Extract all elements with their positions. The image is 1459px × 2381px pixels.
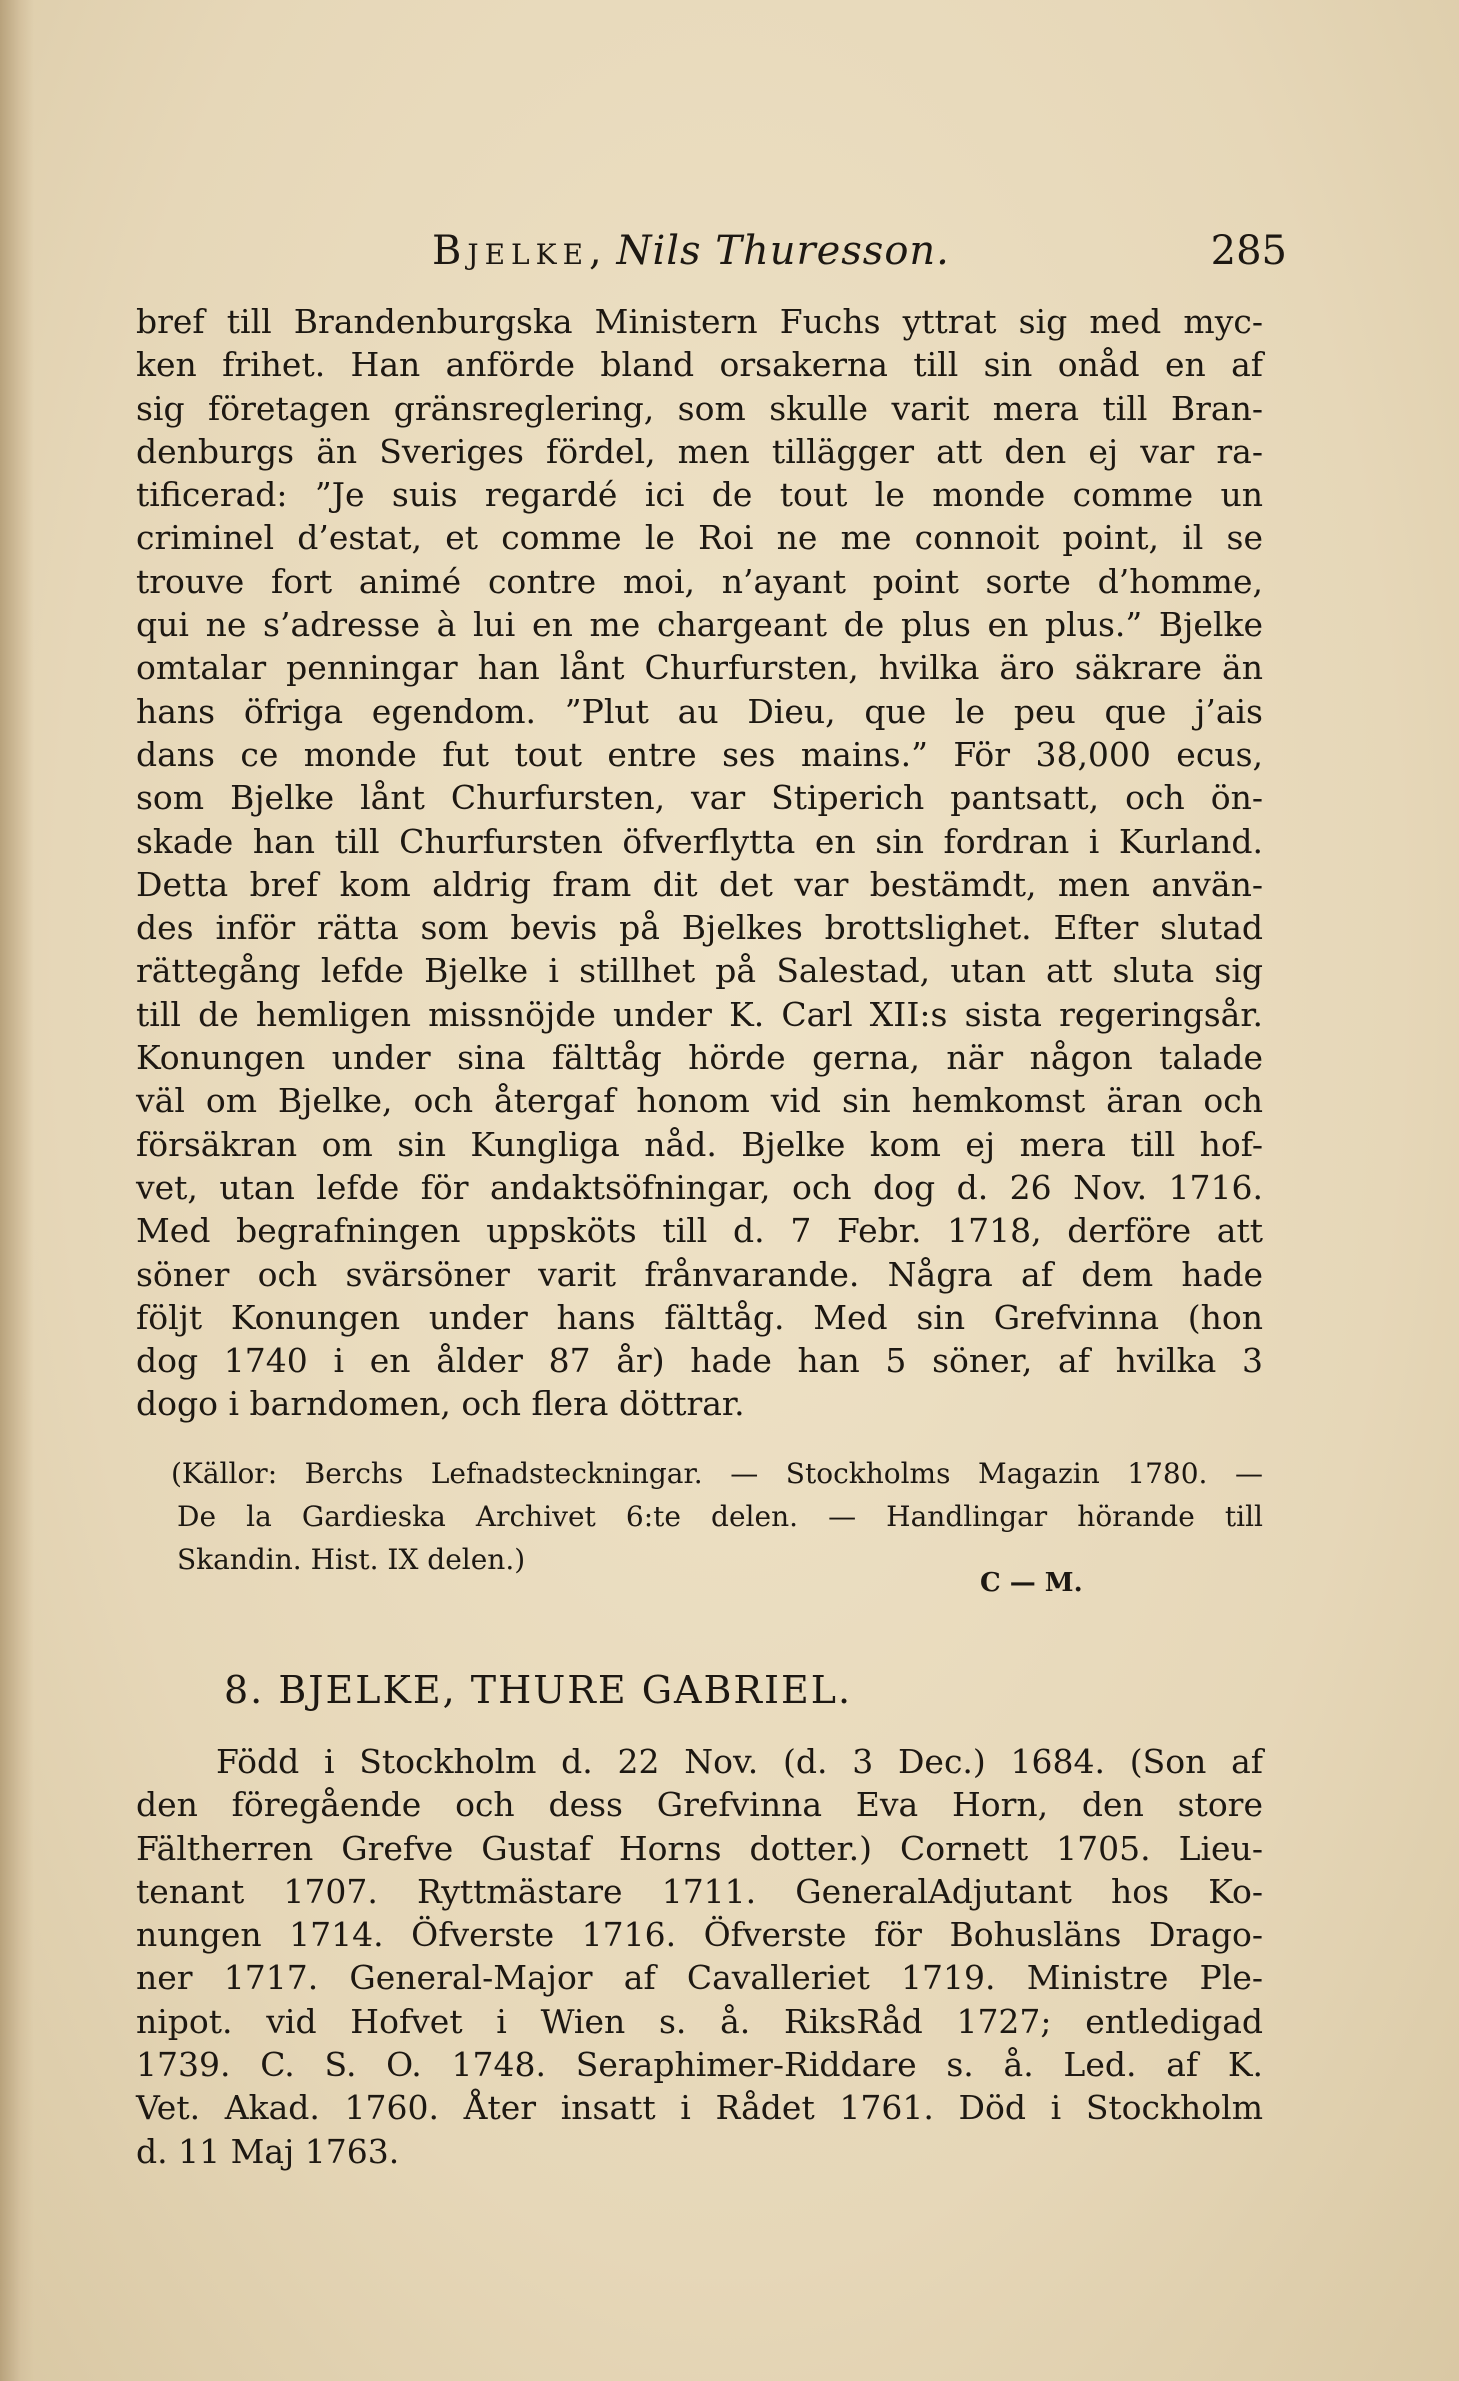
running-head-surname: Bjelke bbox=[432, 228, 590, 274]
text-line: qui ne s’adresse à lui en me chargeant de plus en plus.” Bjelke bbox=[136, 605, 1263, 645]
text-line: rättegång lefde Bjelke i stillhet på Salestad, utan att sluta sig bbox=[136, 951, 1263, 991]
text-line: tificerad: ”Je suis regardé ici de tout le monde comme un bbox=[136, 475, 1263, 515]
text-line: Med begrafningen uppsköts till d. 7 Febr. 1718, derföre att bbox=[136, 1211, 1263, 1251]
text-line: des inför rätta som bevis på Bjelkes brottslighet. Efter slutad bbox=[136, 908, 1263, 948]
running-head: Bjelke, Nils Thuresson. bbox=[432, 228, 950, 274]
text-line: omtalar penningar han lånt Churfursten, hvilka äro säkrare än bbox=[136, 648, 1263, 688]
text-line: dog 1740 i en ålder 87 år) hade han 5 söner, af hvilka 3 bbox=[136, 1341, 1263, 1381]
text-line: criminel d’estat, et comme le Roi ne me connoit point, il se bbox=[136, 518, 1263, 558]
sources-note bbox=[171, 1452, 1263, 1581]
text-line: Konungen under sina fälttåg hörde gerna, när någon talade bbox=[136, 1038, 1263, 1078]
page-binding-edge bbox=[0, 0, 34, 2381]
text-line: söner och svärsöner varit frånvarande. Några af dem hade bbox=[136, 1254, 1263, 1294]
text-line: Född i Stockholm d. 22 Nov. (d. 3 Dec.) 1684. (Son af bbox=[216, 1742, 1263, 1781]
text-line: denburgs än Sveriges fördel, men tillägger att den ej var ra- bbox=[136, 431, 1263, 471]
text-line: ner 1717. General-Major af Cavalleriet 1719. Ministre Ple- bbox=[136, 1958, 1263, 1998]
text-line: 1739. C. S. O. 1748. Seraphimer-Riddare s. å. Led. af K. bbox=[136, 2045, 1263, 2085]
page-header bbox=[432, 222, 1287, 282]
text-line: tenant 1707. Ryttmästare 1711. GeneralAdjutant hos Ko- bbox=[136, 1871, 1263, 1911]
text-line: till de hemligen missnöjde under K. Carl XII:s sista regeringsår. bbox=[136, 994, 1263, 1034]
running-head-given-name: Nils Thuresson. bbox=[616, 228, 950, 274]
author-signature: C — M. bbox=[980, 1568, 1083, 1598]
text-line: försäkran om sin Kungliga nåd. Bjelke kom ej mera till hof- bbox=[136, 1124, 1263, 1164]
text-line: vet, utan lefde för andaktsöfningar, och dog d. 26 Nov. 1716. bbox=[136, 1167, 1263, 1207]
text-line: d. 11 Maj 1763. bbox=[136, 2131, 400, 2171]
text-line: den föregående och dess Grefvinna Eva Horn, den store bbox=[136, 1785, 1263, 1825]
section-heading: 8. BJELKE, THURE GABRIEL. bbox=[224, 1668, 853, 1712]
paragraph-body bbox=[136, 300, 1263, 1426]
text-line: ken frihet. Han anförde bland orsakerna till sin onåd en af bbox=[136, 345, 1263, 385]
section-body bbox=[136, 1740, 1263, 2173]
text-line: sig företagen gränsreglering, som skulle varit mera till Bran- bbox=[136, 388, 1263, 428]
text-line: De la Gardieska Archivet 6:te delen. — Handlingar hörande till bbox=[177, 1500, 1263, 1533]
text-line: nungen 1714. Öfverste 1716. Öfverste för Bohusläns Drago- bbox=[136, 1915, 1263, 1955]
page-number: 285 bbox=[1210, 228, 1287, 274]
text-line: (Källor: Berchs Lefnadsteckningar. — Stockholms Magazin 1780. — bbox=[171, 1457, 1263, 1490]
text-line: Skandin. Hist. IX delen.) bbox=[177, 1543, 526, 1576]
text-line: följt Konungen under hans fälttåg. Med sin Grefvinna (hon bbox=[136, 1297, 1263, 1337]
text-line: väl om Bjelke, och återgaf honom vid sin hemkomst äran och bbox=[136, 1081, 1263, 1121]
text-line: dans ce monde fut tout entre ses mains.” För 38,000 ecus, bbox=[136, 734, 1263, 774]
text-line: Vet. Akad. 1760. Åter insatt i Rådet 1761. Död i Stockholm bbox=[136, 2088, 1263, 2128]
text-line: dogo i barndomen, och flera döttrar. bbox=[136, 1384, 745, 1424]
text-line: skade han till Churfursten öfverflytta en sin fordran i Kurland. bbox=[136, 821, 1263, 861]
text-line: Detta bref kom aldrig fram dit det var bestämdt, men använ- bbox=[136, 864, 1263, 904]
text-line: bref till Brandenburgska Ministern Fuchs yttrat sig med myc- bbox=[136, 302, 1263, 341]
text-line: Fältherren Grefve Gustaf Horns dotter.) Cornett 1705. Lieu- bbox=[136, 1828, 1263, 1868]
text-line: som Bjelke lånt Churfursten, var Stiperich pantsatt, och ön- bbox=[136, 778, 1263, 818]
text-line: hans öfriga egendom. ”Plut au Dieu, que le peu que j’ais bbox=[136, 691, 1263, 731]
text-line: trouve fort animé contre moi, n’ayant point sorte d’homme, bbox=[136, 561, 1263, 601]
text-line: nipot. vid Hofvet i Wien s. å. RiksRåd 1727; entledigad bbox=[136, 2001, 1263, 2041]
